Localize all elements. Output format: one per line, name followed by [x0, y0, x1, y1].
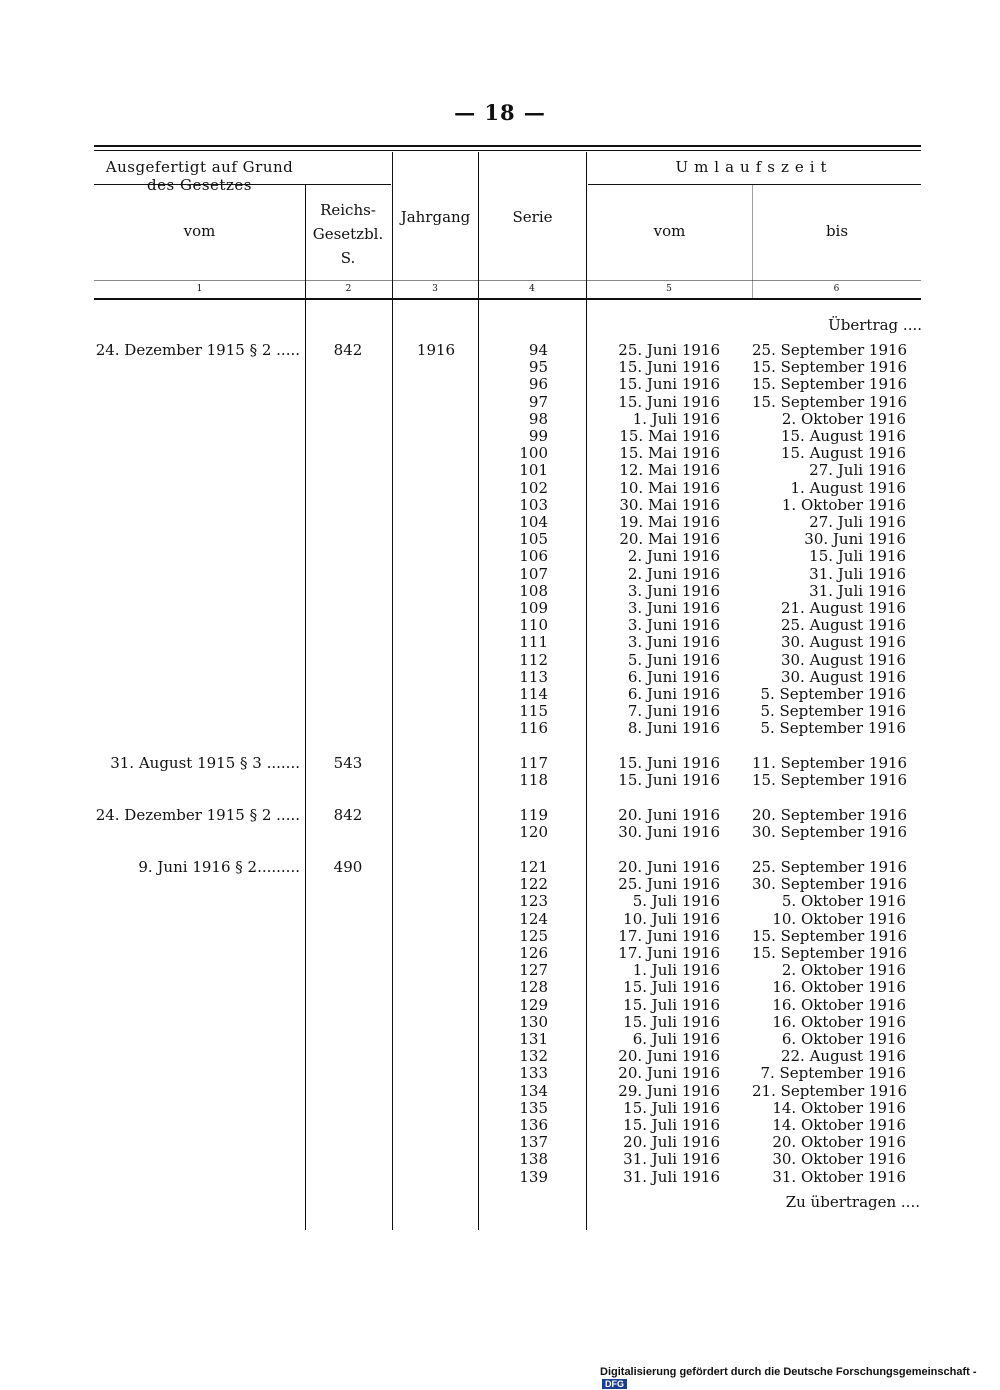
umlauf-bis-date: 25. September 1916 [752, 858, 908, 876]
law-reference: 9. Juni 1916 § 2......... [138, 858, 300, 876]
umlauf-vom-date: 20. Juni 1916 [618, 1047, 720, 1066]
umlauf-vom-date: 15. Mai 1916 [619, 427, 720, 445]
umlauf-bis-date: 1. Oktober 1916 [781, 495, 906, 514]
umlauf-vom-date: 20. Juni 1916 [618, 806, 720, 824]
header-serie: Serie [512, 208, 553, 226]
umlauf-bis-date: 25. August 1916 [780, 616, 906, 635]
law-reference: 31. August 1915 § 3 ....... [110, 754, 300, 772]
serie-number: 113 [519, 667, 548, 686]
serie-number: 116 [519, 719, 548, 738]
header-jahrgang: Jahrgang [400, 208, 471, 226]
umlauf-bis-date: 5. September 1916 [760, 685, 906, 703]
serie-number: 123 [519, 892, 548, 911]
header-umlauf-bis: bis [825, 222, 849, 240]
serie-number: 128 [519, 978, 548, 997]
serie-number: 136 [519, 1116, 548, 1134]
serie-number: 125 [519, 926, 548, 945]
serie-number: 110 [519, 616, 548, 635]
umlauf-vom-date: 1. Juli 1916 [632, 409, 720, 428]
umlauf-bis-date: 25. September 1916 [752, 341, 908, 359]
umlauf-bis-date: 14. Oktober 1916 [772, 1116, 906, 1134]
header-umlaufszeit: Umlaufszeit [675, 158, 833, 176]
umlauf-bis-date: 1. August 1916 [790, 478, 906, 497]
umlauf-bis-date: 30. August 1916 [780, 667, 906, 686]
umlauf-bis-date: 30. September 1916 [752, 823, 908, 842]
serie-number: 122 [519, 875, 548, 894]
umlauf-bis-date: 20. Oktober 1916 [772, 1133, 906, 1152]
umlauf-bis-date: 30. Oktober 1916 [772, 1150, 906, 1169]
umlauf-bis-date: 31. Juli 1916 [809, 581, 906, 600]
umlauf-bis-date: 15. September 1916 [752, 771, 908, 790]
umlauf-vom-date: 3. Juni 1916 [627, 581, 720, 600]
serie-number: 121 [519, 858, 548, 876]
umlauf-bis-date: 15. September 1916 [752, 358, 908, 377]
rgb-page: 490 [333, 858, 363, 876]
serie-number: 137 [519, 1133, 548, 1152]
law-reference: 24. Dezember 1915 § 2 ..... [95, 341, 300, 359]
umlauf-bis-date: 10. Oktober 1916 [772, 909, 906, 928]
serie-number: 119 [519, 806, 548, 824]
col-divider-3 [478, 152, 479, 1230]
serie-number: 129 [519, 995, 548, 1014]
serie-number: 117 [519, 754, 548, 772]
umlauf-bis-date: 21. August 1916 [780, 599, 906, 617]
serie-number: 118 [519, 771, 548, 790]
serie-number: 103 [519, 495, 548, 514]
umlauf-vom-date: 3. Juni 1916 [627, 616, 720, 635]
col-divider-2 [392, 152, 393, 1230]
umlauf-vom-date: 20. Juli 1916 [623, 1133, 720, 1152]
umlauf-vom-date: 2. Juni 1916 [627, 547, 720, 566]
column-number-5: 5 [666, 284, 672, 294]
rgb-page: 842 [333, 341, 363, 359]
serie-number: 107 [519, 564, 548, 583]
umlauf-vom-date: 20. Mai 1916 [619, 530, 720, 549]
page-number: — 18 — [454, 100, 546, 125]
top-rule-thick [94, 145, 921, 147]
serie-number: 105 [519, 530, 548, 549]
column-number-6: 6 [833, 284, 840, 294]
colnum-rule [94, 280, 921, 281]
umlauf-vom-date: 12. Mai 1916 [619, 461, 720, 480]
law-reference: 24. Dezember 1915 § 2 ..... [95, 806, 300, 824]
umlauf-vom-date: 2. Juni 1916 [627, 564, 720, 583]
umlauf-vom-date: 31. Juli 1916 [623, 1167, 720, 1186]
serie-number: 99 [528, 427, 548, 445]
serie-number: 111 [519, 633, 548, 652]
umlauf-vom-date: 25. Juni 1916 [618, 875, 720, 894]
serie-number: 132 [519, 1047, 548, 1066]
umlauf-vom-date: 15. Juli 1916 [623, 995, 720, 1014]
umlauf-bis-date: 15. August 1916 [780, 444, 906, 463]
serie-number: 126 [519, 944, 548, 962]
serie-number: 100 [519, 444, 548, 463]
umlauf-bis-date: 15. September 1916 [752, 375, 908, 394]
serie-number: 94 [528, 341, 548, 359]
footer-text: Digitalisierung gefördert durch die Deutsche Forschungsgemeinschaft - [600, 1366, 977, 1378]
umlauf-vom-date: 6. Juli 1916 [632, 1030, 720, 1048]
top-rule-thin [94, 150, 921, 151]
umlauf-vom-date: 5. Juni 1916 [627, 650, 720, 669]
umlauf-vom-date: 6. Juni 1916 [627, 685, 720, 703]
serie-number: 106 [519, 547, 548, 566]
umlauf-bis-date: 30. September 1916 [752, 875, 908, 894]
umlauf-bis-date: 11. September 1916 [752, 754, 908, 772]
umlauf-bis-date: 14. Oktober 1916 [772, 1098, 906, 1117]
umlauf-vom-date: 25. Juni 1916 [618, 341, 720, 359]
umlauf-group-rule [588, 184, 921, 185]
umlauf-bis-date: 5. September 1916 [760, 719, 906, 738]
rgb-page: 842 [333, 806, 363, 824]
column-number-3: 3 [432, 284, 438, 294]
footer-credit [600, 1366, 1000, 1390]
umlauf-bis-date: 15. Juli 1916 [809, 547, 906, 566]
header-law-vom: vom [183, 222, 216, 240]
serie-number: 115 [519, 702, 548, 721]
serie-number: 138 [519, 1150, 548, 1169]
umlauf-vom-date: 3. Juni 1916 [627, 599, 720, 617]
header-rgb: Reichs-Gesetzbl. S. [312, 201, 384, 267]
umlauf-bis-date: 27. Juli 1916 [809, 513, 906, 531]
jahrgang: 1916 [416, 341, 456, 359]
umlauf-vom-date: 15. Juli 1916 [623, 1116, 720, 1134]
serie-number: 112 [519, 650, 548, 669]
umlauf-vom-date: 10. Juli 1916 [623, 909, 720, 928]
serie-number: 109 [519, 599, 548, 617]
serie-number: 124 [519, 909, 548, 928]
umlauf-vom-date: 15. Juni 1916 [618, 375, 720, 394]
column-number-1: 1 [196, 284, 203, 294]
umlauf-vom-date: 10. Mai 1916 [619, 478, 720, 497]
umlauf-bis-date: 30. August 1916 [780, 650, 906, 669]
serie-number: 131 [519, 1030, 548, 1048]
umlauf-vom-date: 15. Juli 1916 [623, 1098, 720, 1117]
umlauf-bis-date: 15. September 1916 [752, 392, 908, 411]
serie-number: 139 [519, 1167, 548, 1186]
umlauf-bis-date: 5. Oktober 1916 [781, 892, 906, 911]
umlauf-vom-date: 31. Juli 1916 [623, 1150, 720, 1169]
umlauf-bis-date: 15. September 1916 [752, 944, 908, 962]
umlauf-bis-date: 16. Oktober 1916 [772, 978, 906, 997]
umlauf-bis-date: 16. Oktober 1916 [772, 1012, 906, 1031]
umlauf-bis-date: 5. September 1916 [760, 702, 906, 721]
umlauf-bis-date: 16. Oktober 1916 [772, 995, 906, 1014]
umlauf-bis-date: 31. Oktober 1916 [772, 1167, 906, 1186]
umlauf-vom-date: 29. Juni 1916 [618, 1081, 720, 1100]
umlauf-bis-date: 20. September 1916 [752, 806, 908, 824]
umlauf-vom-date: 19. Mai 1916 [619, 513, 720, 531]
umlauf-vom-date: 6. Juni 1916 [627, 667, 720, 686]
serie-number: 101 [519, 461, 548, 480]
umlauf-bis-date: 22. August 1916 [780, 1047, 906, 1066]
umlauf-vom-date: 15. Juli 1916 [623, 1012, 720, 1031]
serie-number: 98 [528, 409, 548, 428]
umlauf-vom-date: 5. Juli 1916 [632, 892, 720, 911]
carry-out-label: Zu übertragen .... [785, 1193, 920, 1211]
umlauf-vom-date: 8. Juni 1916 [627, 719, 720, 738]
serie-number: 130 [519, 1012, 548, 1031]
rgb-page: 543 [333, 754, 363, 772]
umlauf-bis-date: 2. Oktober 1916 [781, 961, 906, 980]
umlauf-vom-date: 15. Juli 1916 [623, 978, 720, 997]
umlauf-vom-date: 30. Juni 1916 [618, 823, 720, 842]
serie-number: 133 [519, 1064, 548, 1083]
umlauf-bis-date: 30. August 1916 [780, 633, 906, 652]
umlauf-bis-date: 30. Juni 1916 [804, 530, 906, 549]
header-bottom-rule [94, 298, 921, 300]
umlauf-bis-date: 2. Oktober 1916 [781, 409, 906, 428]
serie-number: 96 [528, 375, 548, 394]
umlauf-vom-date: 1. Juli 1916 [632, 961, 720, 980]
serie-number: 97 [528, 392, 548, 411]
umlauf-vom-date: 17. Juni 1916 [618, 944, 720, 962]
umlauf-vom-date: 17. Juni 1916 [618, 926, 720, 945]
umlauf-vom-date: 20. Juni 1916 [618, 1064, 720, 1083]
umlauf-vom-date: 15. Mai 1916 [619, 444, 720, 463]
serie-number: 127 [519, 961, 548, 980]
serie-number: 135 [519, 1098, 548, 1117]
carry-in-label: Übertrag .... [828, 316, 922, 334]
serie-number: 134 [519, 1081, 548, 1100]
umlauf-vom-date: 20. Juni 1916 [618, 858, 720, 876]
umlauf-bis-date: 15. September 1916 [752, 926, 908, 945]
umlauf-bis-date: 31. Juli 1916 [809, 564, 906, 583]
column-number-2: 2 [345, 284, 352, 294]
umlauf-vom-date: 15. Juni 1916 [618, 358, 720, 377]
umlauf-bis-date: 6. Oktober 1916 [781, 1030, 906, 1048]
serie-number: 95 [528, 358, 548, 377]
serie-number: 104 [519, 513, 548, 531]
umlauf-bis-date: 15. August 1916 [780, 427, 906, 445]
umlauf-vom-date: 30. Mai 1916 [619, 495, 720, 514]
umlauf-bis-date: 21. September 1916 [752, 1081, 908, 1100]
serie-number: 114 [519, 685, 548, 703]
umlauf-vom-date: 15. Juni 1916 [618, 771, 720, 790]
umlauf-vom-date: 15. Juni 1916 [618, 754, 720, 772]
header-law-group: Ausgefertigt auf Grund des Gesetzes [105, 158, 294, 194]
dfg-logo: DFG [602, 1379, 627, 1389]
umlauf-vom-date: 7. Juni 1916 [627, 702, 720, 721]
umlauf-vom-date: 3. Juni 1916 [627, 633, 720, 652]
col-divider-4 [586, 152, 587, 1230]
header-umlauf-vom: vom [653, 222, 686, 240]
serie-number: 102 [519, 478, 548, 497]
umlauf-vom-date: 15. Juni 1916 [618, 392, 720, 411]
col-divider-5 [752, 185, 753, 300]
umlauf-bis-date: 27. Juli 1916 [809, 461, 906, 480]
serie-number: 120 [519, 823, 548, 842]
umlauf-bis-date: 7. September 1916 [760, 1064, 906, 1083]
column-number-4: 4 [529, 284, 535, 294]
serie-number: 108 [519, 581, 548, 600]
